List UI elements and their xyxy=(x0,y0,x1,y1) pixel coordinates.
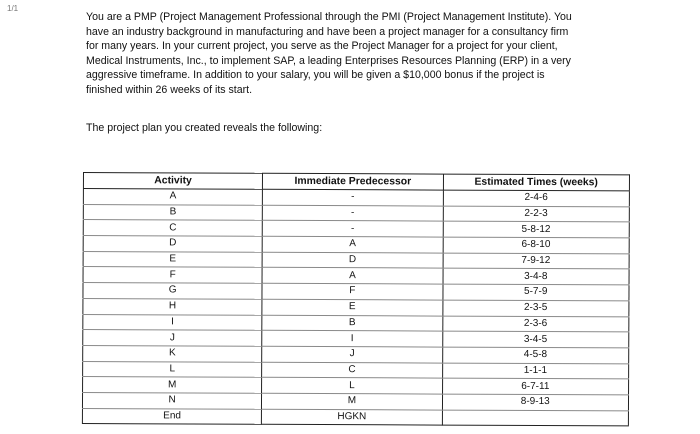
cell-estimated-time xyxy=(442,410,629,427)
header-activity: Activity xyxy=(83,173,262,190)
cell-predecessor: - xyxy=(262,221,442,237)
cell-estimated-time: 3-4-5 xyxy=(442,331,629,348)
cell-predecessor: - xyxy=(263,205,443,221)
cell-activity: H xyxy=(83,298,262,314)
intro-line: for many years. In your current project, you serve as the Project Manager for a project for your client, xyxy=(86,40,558,53)
cell-activity: M xyxy=(83,377,262,393)
cell-predecessor: I xyxy=(262,330,442,346)
cell-estimated-time: 2-4-6 xyxy=(443,190,630,207)
cell-predecessor: D xyxy=(262,252,442,268)
cell-activity: F xyxy=(83,267,262,283)
intro-paragraph xyxy=(86,10,634,98)
cell-predecessor: A xyxy=(262,236,442,252)
cell-estimated-time: 1-1-1 xyxy=(442,363,629,380)
cell-estimated-time: 6-7-11 xyxy=(442,378,629,395)
cell-estimated-time: 2-3-5 xyxy=(442,300,629,317)
cell-predecessor: L xyxy=(262,378,442,394)
cell-activity: I xyxy=(83,314,262,330)
cell-activity: End xyxy=(82,408,261,424)
cell-activity: C xyxy=(83,220,262,236)
cell-predecessor: HGKN xyxy=(262,409,442,425)
cell-estimated-time: 8-9-13 xyxy=(442,394,629,411)
header-immediate-predecessor: Immediate Predecessor xyxy=(263,173,443,190)
page-number: 1/1 xyxy=(7,4,19,13)
cell-estimated-time: 7-9-12 xyxy=(443,253,630,270)
cell-predecessor: B xyxy=(262,315,442,331)
cell-estimated-time: 2-2-3 xyxy=(443,206,630,223)
cell-estimated-time: 5-7-9 xyxy=(442,284,629,301)
cell-predecessor: A xyxy=(262,268,442,284)
cell-estimated-time: 2-3-6 xyxy=(442,316,629,333)
cell-activity: L xyxy=(83,361,262,377)
cell-activity: K xyxy=(83,345,262,361)
cell-estimated-time: 5-8-12 xyxy=(443,221,630,238)
cell-activity: J xyxy=(83,330,262,346)
cell-activity: B xyxy=(83,204,262,220)
intro-line: You are a PMP (Project Management Professional through the PMI (Project Management Institute). You xyxy=(86,11,572,23)
cell-predecessor: C xyxy=(262,362,442,378)
cell-activity: G xyxy=(83,283,262,299)
cell-predecessor: J xyxy=(262,346,442,362)
cell-activity: N xyxy=(82,392,261,408)
header-estimated-times: Estimated Times (weeks) xyxy=(443,174,630,191)
cell-predecessor: E xyxy=(262,299,442,315)
cell-estimated-time: 3-4-8 xyxy=(443,269,630,286)
intro-line: aggressive timeframe. In addition to your salary, you will be given a $10,000 bonus if the project is xyxy=(86,69,545,82)
intro-line: have an industry background in manufacturing and have been a project manager for a consultancy firm xyxy=(86,25,569,38)
project-plan-table xyxy=(82,172,630,427)
cell-estimated-time: 4-5-8 xyxy=(442,347,629,364)
project-plan-lead: The project plan you created reveals the following: xyxy=(86,122,323,134)
table-row xyxy=(82,408,628,426)
cell-activity: A xyxy=(83,189,262,205)
intro-line: finished within 26 weeks of its start. xyxy=(86,83,253,96)
cell-estimated-time: 6-8-10 xyxy=(443,237,630,254)
cell-predecessor: F xyxy=(262,283,442,299)
cell-predecessor: M xyxy=(262,393,442,409)
cell-activity: D xyxy=(83,236,262,252)
cell-predecessor: - xyxy=(263,189,443,205)
intro-line: Medical Instruments, Inc., to implement SAP, a leading Enterprises Resources Planning (ERP) in a very xyxy=(86,54,571,67)
table-body xyxy=(82,189,629,427)
cell-activity: E xyxy=(83,251,262,267)
